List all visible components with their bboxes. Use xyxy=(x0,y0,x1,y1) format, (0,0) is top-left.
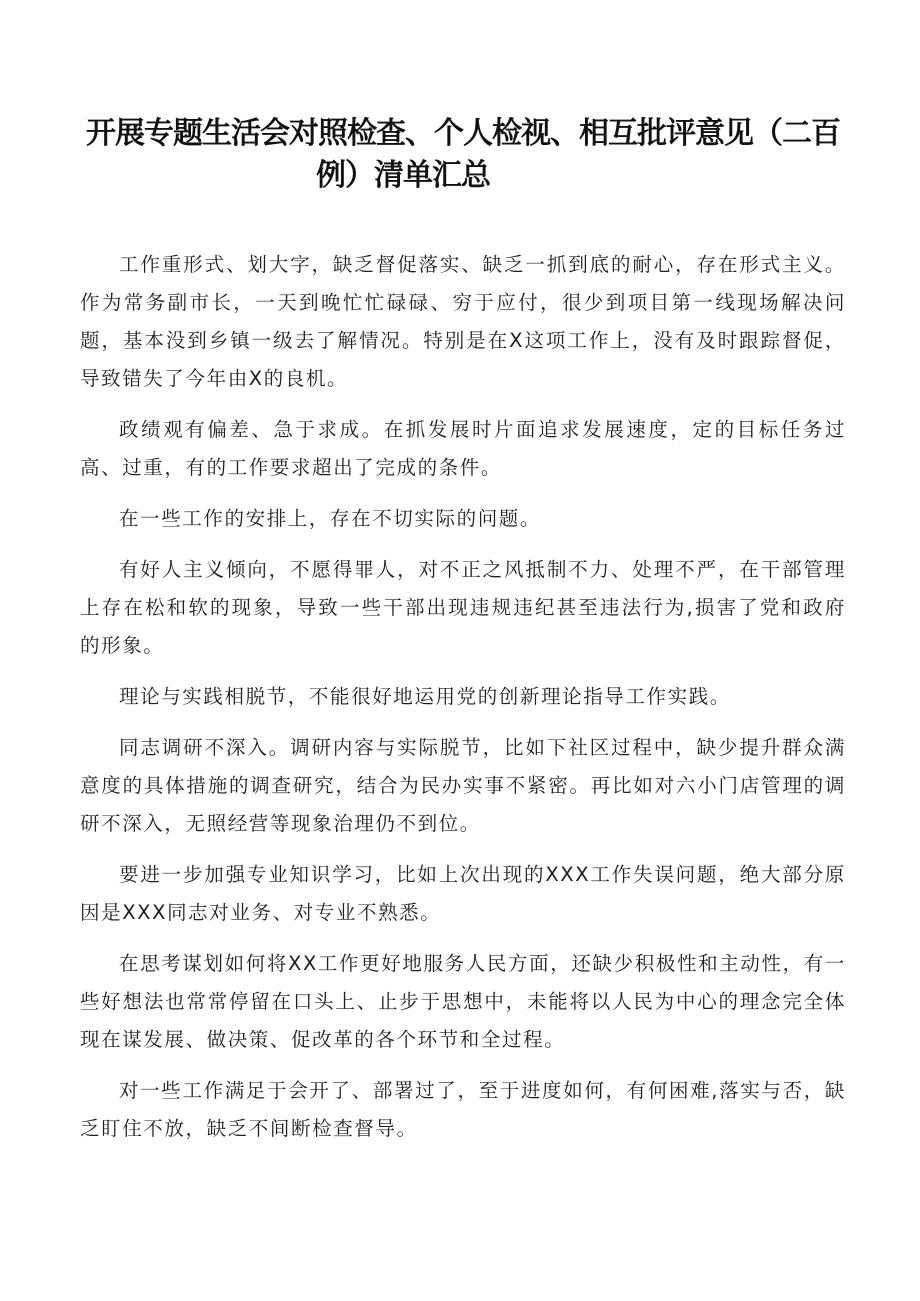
paragraph-6: 同志调研不深入。调研内容与实际脱节，比如下社区过程中，缺少提升群众满意度的具体措施的调查研究，结合为民办实事不紧密。再比如对六小门店管理的调研不深入，无照经营等现象治理仍不到位。 xyxy=(80,736,846,835)
paragraph-8: 在思考谋划如何将XX工作更好地服务人民方面，还缺少积极性和主动性，有一些好想法也常常停留在口头上、止步于思想中，未能将以人民为中心的理念完全体现在谋发展、做决策、促改革的各个环节和全过程。 xyxy=(80,952,846,1051)
paragraph-2: 政绩观有偏差、急于求成。在抓发展时片面追求发展速度，定的目标任务过高、过重，有的工作要求超出了完成的条件。 xyxy=(80,418,846,479)
title-line-2: 例）清单汇总 xyxy=(316,158,490,193)
document-body xyxy=(80,246,846,1161)
document-title xyxy=(86,113,856,197)
paragraph-1: 工作重形式、划大字，缺乏督促落实、缺乏一抓到底的耐心，存在形式主义。作为常务副市长，一天到晚忙忙碌碌、穷于应付，很少到项目第一线现场解决问题，基本没到乡镇一级去了解情况。特别是在X这项工作上，没有及时跟踪督促，导致错失了今年由X的良机。 xyxy=(80,253,846,390)
title-line-1: 开展专题生活会对照检查、个人检视、相互批评意见（二百 xyxy=(86,116,840,151)
paragraph-9: 对一些工作满足于会开了、部署过了，至于进度如何，有何困难,落实与否，缺乏盯住不放，缺乏不间断检查督导。 xyxy=(80,1079,846,1140)
paragraph-4: 有好人主义倾向，不愿得罪人，对不正之风抵制不力、处理不严，在干部管理上存在松和软的现象，导致一些干部出现违规违纪甚至违法行为,损害了党和政府的形象。 xyxy=(80,558,846,657)
paragraph-3: 在一些工作的安排上，存在不切实际的问题。 xyxy=(119,507,542,530)
paragraph-5: 理论与实践相脱节，不能很好地运用党的创新理论指导工作实践。 xyxy=(119,685,731,708)
paragraph-7: 要进一步加强专业知识学习，比如上次出现的XXX工作失误问题，绝大部分原因是XXX同志对业务、对专业不熟悉。 xyxy=(80,863,846,924)
